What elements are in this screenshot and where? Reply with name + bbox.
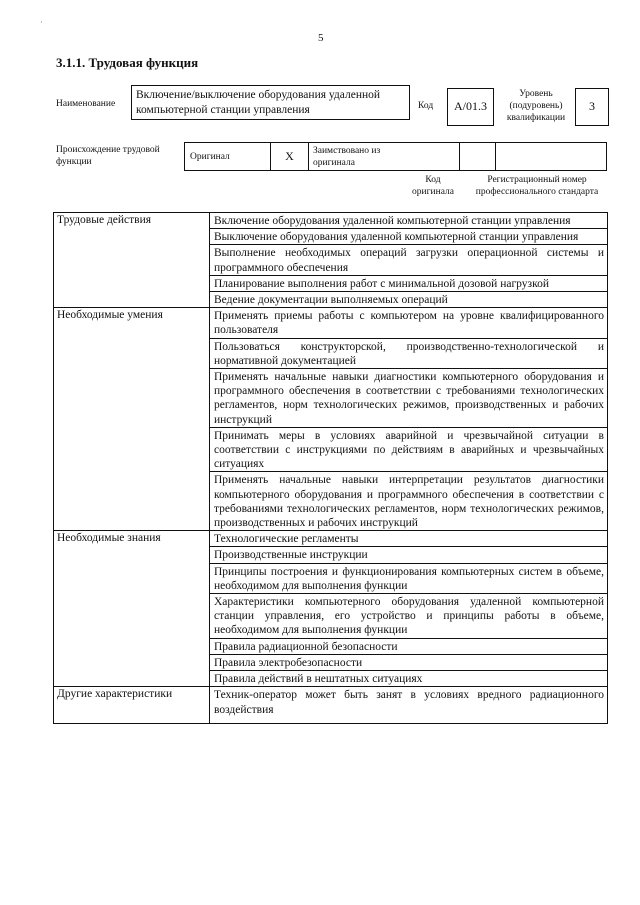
list-item: Производственные инструкции (210, 547, 607, 563)
category-cell: Трудовые действия (54, 213, 210, 308)
borrowed-cell (309, 143, 460, 170)
items-cell (210, 687, 608, 723)
origin-label (56, 144, 160, 168)
table-row-labor-actions (54, 213, 608, 308)
list-item: Правила радиационной безопасности (210, 639, 607, 655)
origin-code-cell (460, 143, 496, 170)
original-cell (185, 143, 271, 170)
items-cell (210, 308, 608, 531)
section-title: 3.1.1. Трудовая функция (56, 55, 199, 70)
category-cell: Необходимые знания (54, 531, 210, 687)
original-label: Оригинал (190, 152, 230, 162)
list-item: Выполнение необходимых операций загрузки операционной системы и программного обеспечения (210, 245, 607, 275)
list-item: Принимать меры в условиях аварийной и чрезвычайной ситуации в соответствии с инструкциями по действиям в аварийных и чрезвычайных ситуациях (210, 428, 607, 473)
level-label (500, 88, 572, 124)
function-code-box: A/01.3 (447, 88, 494, 126)
list-item: Планирование выполнения работ с минимальной дозовой нагрузкой (210, 276, 607, 292)
registration-caption (462, 174, 612, 198)
list-item: Применять начальные навыки интерпретации результатов диагностики компьютерного оборудования и программного обеспечения в соответствии с требованиями технологических регламентов, норм технологических режимов, производственных и рабочих инструкций (214, 474, 604, 530)
list-item: Правила электробезопасности (210, 655, 607, 671)
items-cell (210, 213, 608, 308)
list-item: Технологические регламенты (210, 531, 607, 547)
qualification-level-box: 3 (575, 88, 609, 126)
list-item: Применять приемы работы с компьютером на уровне квалифицированного пользователя (210, 308, 607, 338)
scan-mark: · (40, 18, 43, 27)
level-label-line-1: Уровень (519, 89, 553, 99)
registration-number-cell (496, 143, 606, 170)
list-item: Пользоваться конструкторской, производственно-технологической и нормативной документацией (210, 339, 607, 369)
category-cell: Другие характеристики (54, 687, 210, 723)
page-number: 5 (318, 32, 324, 44)
level-label-line-2: (подуровень) (509, 101, 563, 111)
list-item: Правила действий в нештатных ситуациях (214, 673, 423, 686)
list-item: Принципы построения и функционирования компьютерных систем в объеме, необходимом для выполнения функции (210, 564, 607, 594)
code-label: Код (418, 101, 434, 111)
list-item: Техник-оператор может быть занят в условиях вредного радиационного воздействия (214, 689, 604, 716)
reg-caption-line-1: Регистрационный номер (487, 175, 587, 185)
list-item: Характеристики компьютерного оборудования удаленной компьютерной станции управления, его устройство и принципы работы в объеме, необходимом для выполнения функции (210, 594, 607, 639)
origin-code-caption (408, 174, 458, 198)
list-item: Ведение документации выполняемых операций (214, 294, 448, 307)
category-cell: Необходимые умения (54, 308, 210, 531)
origin-label-line-2: функции (56, 157, 92, 167)
function-name-box: Включение/выключение оборудования удаленной компьютерной станции управления (131, 85, 410, 120)
table-row-other-characteristics (54, 687, 608, 723)
list-item: Выключение оборудования удаленной компьютерной станции управления (210, 229, 607, 245)
original-mark: X (285, 149, 294, 163)
origin-label-line-1: Происхождение трудовой (56, 145, 160, 155)
borrowed-label-line-2: оригинала (313, 158, 355, 168)
origin-table (184, 142, 607, 171)
level-label-line-3: квалификации (506, 113, 566, 123)
table-row-required-knowledge (54, 531, 608, 687)
table-row-required-skills (54, 308, 608, 531)
reg-caption-line-2: профессионального стандарта (475, 187, 599, 197)
borrowed-label-line-1: Заимствовано из (313, 146, 381, 156)
list-item: Применять начальные навыки диагностики компьютерного оборудования и программного обеспечения в соответствии с требованиями технологических регламентов, норм технологических режимов, производственных и рабочих инструкций (210, 369, 607, 428)
list-item: Включение оборудования удаленной компьютерной станции управления (210, 213, 607, 229)
original-mark-cell (271, 143, 309, 170)
code-caption-line-1: Код (425, 175, 441, 185)
items-cell (210, 531, 608, 687)
function-details-table (53, 212, 608, 724)
name-label: Наименование (56, 99, 116, 109)
code-caption-line-2: оригинала (412, 187, 454, 197)
